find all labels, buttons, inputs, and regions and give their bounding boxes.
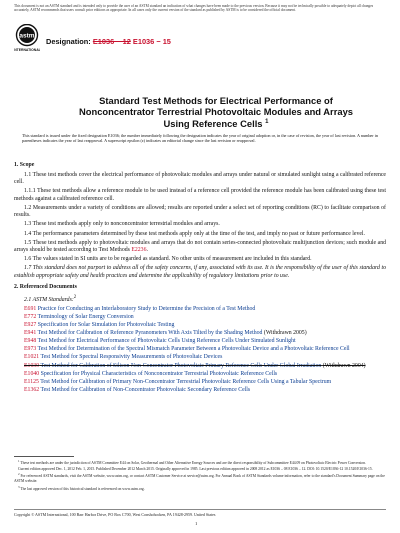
reference-status: (Withdrawn 2004): [322, 362, 366, 369]
footnote-1-edition: Current edition approved Dec. 1, 2012 Feb. 1, 2015. Published December 2012 March 2015. Originally approved in 1985. Last previous edition approved in 2008 2012 as E1036 – 08 E1036 – 12. DOI: 10.1520/E1036-12 10.1520/E1036-15.: [18, 466, 373, 471]
scope-1-6: 1.6 The values stated in SI units are to be regarded as standard. No other units of measurement are included in this standard.: [24, 256, 312, 263]
reference-code[interactable]: E973: [24, 346, 37, 353]
logo-org-text: INTERNATIONAL: [14, 48, 40, 52]
astm-logo: [14, 24, 40, 52]
reference-list: [14, 306, 386, 394]
reference-code[interactable]: E772: [24, 314, 37, 321]
scope-1-7: 1.7 This standard does not purport to address all of the safety concerns, if any, associated with its use. It is the responsibility of the user of this standard to establish appropriate safety and health practices and determine the applicability of regulatory limitations prior to use.: [14, 265, 386, 279]
reference-item: [14, 371, 386, 378]
reference-item: [14, 338, 386, 345]
astm-logo-mark: [14, 24, 40, 52]
scope-1-1: 1.1 These test methods cover the electrical performance of photovoltaic modules and arrays under natural or simulated sunlight using a calibrated reference cell.: [14, 172, 386, 186]
reference-title[interactable]: Test Method for Calibration of Primary Non-Concentrator Terrestrial Photovoltaic Reference Cells Using a Tabular Spectrum: [40, 378, 332, 385]
reference-code[interactable]: E1039: [24, 362, 40, 369]
scope-1-5-ref[interactable]: E2236: [131, 246, 147, 253]
reference-status: (Withdrawn 2005): [263, 330, 307, 337]
designation-label: Designation:: [46, 37, 91, 46]
scope-1-5: 1.5 These test methods apply to photovoltaic modules and arrays that do not contain series-connected photovoltaic multijunction devices; such module and arrays should be tested according to Test Methods E2236.: [14, 239, 386, 253]
reference-item: [14, 314, 386, 321]
reference-item: [14, 330, 386, 337]
reference-item: [14, 354, 386, 361]
astm-standards-footnote-marker: 2: [73, 294, 77, 300]
scope-1-1-1: 1.1.1 These test methods allow a reference module to be used instead of a reference cell provided the reference module has been calibrated using these test methods against a calibrated reference cell.: [14, 188, 386, 202]
footnotes: [14, 459, 386, 492]
reference-title[interactable]: Specification for Physical Characteristics of Nonconcentrator Terrestrial Photovoltaic Reference Cells: [40, 370, 278, 377]
reference-code[interactable]: E948: [24, 338, 37, 345]
reference-code[interactable]: E941: [24, 330, 37, 337]
reference-code[interactable]: E691: [24, 305, 37, 312]
reference-title[interactable]: Test Method for Spectral Responsivity Measurements of Photovoltaic Devices: [40, 354, 223, 361]
footnote-1-text: These test methods are under the jurisdiction of ASTM Committee E44 on Solar, Geothermal and Other Alternative Energy Sources and are the direct responsibility of Subcommittee E44.09 on Photovoltaic Electric Power Conversion.: [20, 461, 366, 466]
title-footnote-marker: 1: [265, 119, 269, 125]
footnote-divider: [14, 456, 74, 457]
issuance-note: This standard is issued under the fixed designation E1036; the number immediately following the designation indicates the year of original adoption or, in the case of revision, the year of last revision. A number in parentheses indicates the year of last reapproval. A superscript epsilon (ε) indicates an editorial change since the last revision or reapproval.: [22, 133, 378, 143]
designation-new: E1036 − 15: [132, 37, 171, 46]
document-body: [14, 158, 386, 395]
footnote-3-text: The last approved version of this historical standard is referenced on www.astm.org.: [20, 486, 145, 491]
reference-code[interactable]: E927: [24, 322, 37, 329]
reference-code[interactable]: E1021: [24, 354, 40, 361]
reference-item: [14, 322, 386, 329]
reference-title[interactable]: Test Method for Calibration of Reference Pyranometers With Axis Tilted by the Shading Method: [37, 330, 263, 337]
reference-code[interactable]: E1362: [24, 386, 40, 393]
title-text: Standard Test Methods for Electrical Performance of Nonconcentrator Terrestrial Photovoltaic Modules and Arrays Using Reference Cells: [78, 95, 354, 130]
document-title: [66, 95, 366, 129]
reference-title[interactable]: Test Method for Calibration of Silicon Non-Concentrator Photovoltaic Primary Reference Cells Under Global Irradiation: [40, 362, 322, 369]
footnote-3: $^3$ The last approved version of this historical standard is referenced on www.astm.org.: [18, 484, 145, 491]
reference-item: [14, 306, 386, 313]
references-heading: 2. Referenced Documents: [14, 283, 77, 290]
reference-item: [14, 379, 386, 386]
footnote-1: $^1$ These test methods are under the jurisdiction of ASTM Committee E44 on Solar, Geothermal and Other Alternative Energy Sources and are the direct responsibility of Subcommittee E44.09 on Photovoltaic Electric Power Conversion.: [18, 459, 366, 466]
reference-title[interactable]: Terminology of Solar Energy Conversion: [37, 314, 134, 321]
designation-old: E1036 − 12: [92, 37, 131, 46]
scope-heading: 1. Scope: [14, 162, 35, 168]
reference-item: [14, 346, 386, 353]
reference-title[interactable]: Specification for Solar Simulation for Photovoltaic Testing: [37, 322, 175, 329]
reference-title[interactable]: Test Method for Determination of the Spectral Mismatch Parameter Between a Photovoltaic Device and a Photovoltaic Reference Cell: [37, 346, 350, 353]
reference-title[interactable]: Test Method for Electrical Performance of Photovoltaic Cells Using Reference Cells Under Simulated Sunlight: [37, 338, 296, 345]
reference-item: [14, 387, 386, 394]
page-number: 1: [195, 521, 198, 526]
copyright-line: Copyright © ASTM International, 100 Barr Harbor Drive, PO Box C700, West Conshohocken, PA 19428-2959. United States: [14, 509, 386, 517]
svg-text:astm: astm: [19, 32, 35, 40]
designation: [46, 37, 171, 46]
scope-1-2: 1.2 Measurements under a variety of conditions are allowed; results are reported under a select set of reporting conditions (RC) to facilitate comparison of results.: [14, 204, 386, 218]
footnote-2: $^2$ For referenced ASTM standards, visit the ASTM website, www.astm.org, or contact ASTM Customer Service at service@astm.org. For Annual Book of ASTM Standards volume information, refer to the standard's Document Summary page on the ASTM website.: [14, 472, 385, 484]
scope-1-4: 1.4 The performance parameters determined by these test methods apply only at the time of the test, and imply no past or future performance level.: [24, 230, 365, 237]
astm-standards-subheading: [14, 294, 386, 304]
footnote-2-text: For referenced ASTM standards, visit the ASTM website, www.astm.org, or contact ASTM Customer Service at service@astm.org. For Annual Book of ASTM Standards volume information, refer to the standard's Document Summary page on the ASTM website.: [14, 474, 385, 484]
reference-item: [14, 363, 386, 370]
redline-notice: This document is not an ASTM standard and is intended only to provide the user of an ASTM standard an indication of what changes have been made to the previous version. Because it may not be technically possible to adequately depict all changes accurately, ASTM recommends that users consult prior editions as appropriate. In all cases only the current version of the standard as published by ASTM is to be considered the official document.: [14, 4, 374, 13]
astm-standards-label: 2.1 ASTM Standards:: [24, 296, 74, 303]
reference-code[interactable]: E1040: [24, 370, 40, 377]
reference-code[interactable]: E1125: [24, 378, 39, 385]
scope-1-3: 1.3 These test methods apply only to nonconcentrator terrestrial modules and arrays.: [24, 221, 220, 228]
reference-title[interactable]: Practice for Conducting an Interlaboratory Study to Determine the Precision of a Test Method: [37, 305, 256, 312]
reference-title[interactable]: Test Method for Calibration of Non-Concentrator Photovoltaic Secondary Reference Cells: [40, 386, 251, 393]
scope-1-5-text: 1.5 These test methods apply to photovoltaic modules and arrays that do not contain series-connected photovoltaic multijunction devices; such module and arrays should be tested according to Test Methods: [14, 239, 386, 253]
